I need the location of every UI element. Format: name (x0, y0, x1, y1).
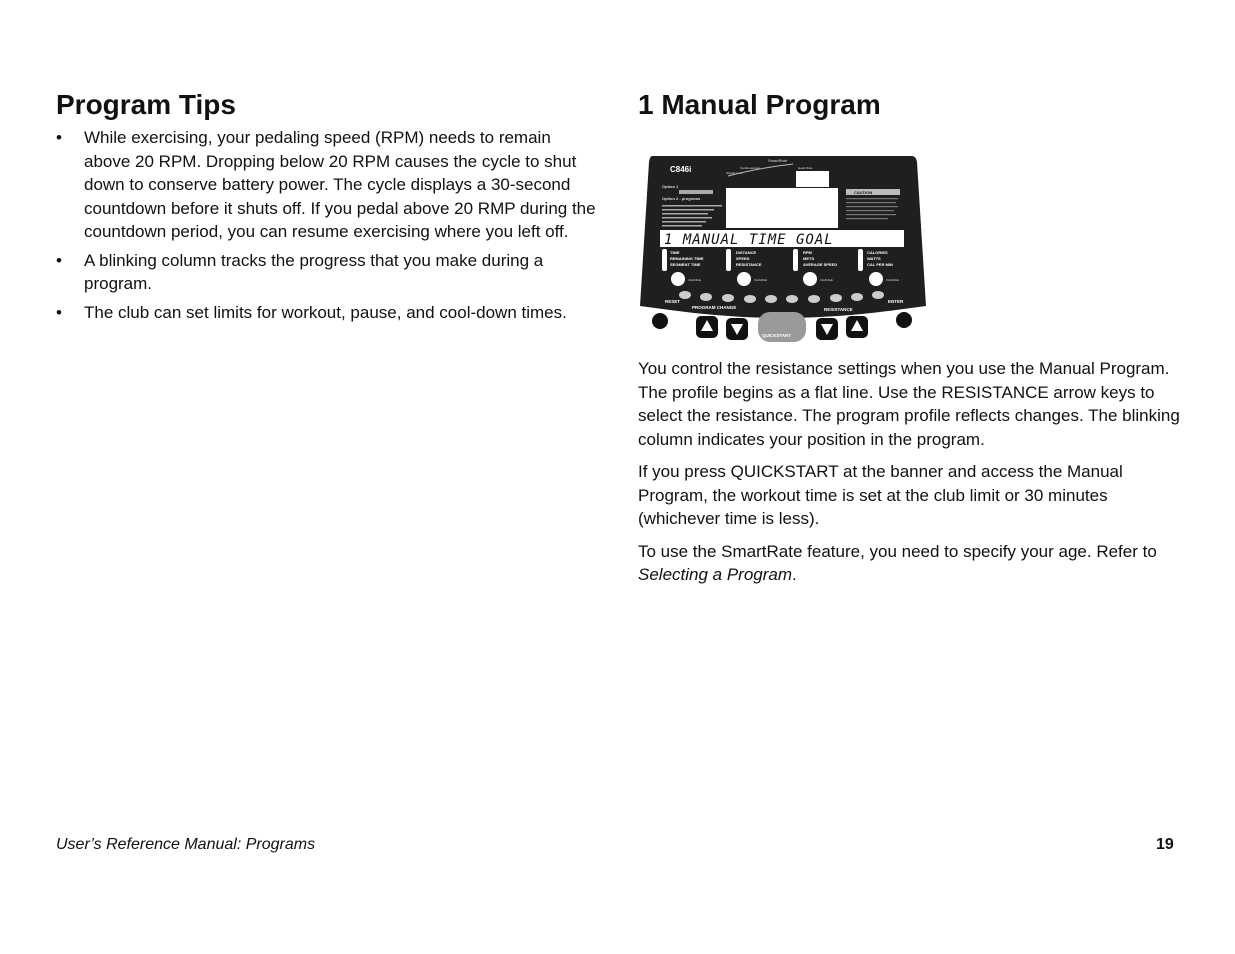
change-button-2[interactable] (737, 272, 751, 286)
paragraph-suffix: . (792, 565, 797, 584)
key-1[interactable] (679, 291, 691, 299)
page-title-program-tips: Program Tips (56, 89, 236, 120)
change-label: CHANGE (886, 278, 899, 282)
list-item (56, 126, 601, 244)
console-illustration (638, 150, 928, 344)
indicator-bar (858, 249, 863, 271)
option2-label: Option 2 - programs (662, 196, 701, 201)
key-6[interactable] (786, 295, 798, 303)
indicator-bar (662, 249, 667, 271)
metric-label: WATTS (867, 256, 881, 261)
metric-label: CAL PER MIN (867, 262, 893, 267)
key-5[interactable] (765, 295, 777, 303)
model-label: C846i (670, 165, 692, 174)
caution-label: CAUTION (854, 190, 873, 195)
resistance-label: RESISTANCE (824, 307, 853, 312)
paragraph-prefix: To use the SmartRate feature, you need to specify your age. Refer to (638, 541, 1157, 561)
smartrate-label: SmartRate (768, 158, 788, 163)
quickstart-label: QUICKSTART (762, 333, 792, 338)
paragraph: You control the resistance settings when you use the Manual Program. The profile begins as a flat line. Use the RESISTANCE arrow keys to select the resistance. The program profile reflects changes. The blinking column indicates your position in the program. (638, 359, 1180, 449)
indicator-bar (726, 249, 731, 271)
quickstart-tag (679, 190, 713, 194)
bullet: • (56, 250, 62, 270)
lcd-matrix (726, 188, 838, 228)
paragraph: If you press QUICKSTART at the banner and access the Manual Program, the workout time is set at the club limit or 30 minutes (whichever time is less). (638, 462, 1123, 528)
metric-label: CALORIES (867, 250, 888, 255)
change-button-1[interactable] (671, 272, 685, 286)
selecting-program-reference: Selecting a Program (638, 565, 793, 584)
manual-program-body (638, 357, 1183, 596)
change-label: CHANGE (688, 278, 701, 282)
paragraph (638, 540, 1183, 587)
metric-label: REMAINING TIME (670, 256, 704, 261)
key-3[interactable] (722, 294, 734, 302)
metric-label: RPM (803, 250, 812, 255)
metric-label: SEGMENT TIME (670, 262, 701, 267)
metric-label: DISTANCE (736, 250, 757, 255)
list-item (56, 301, 601, 325)
heart-rate-label: Heart Rate (798, 166, 813, 170)
list-item (56, 249, 601, 296)
change-label: CHANGE (820, 278, 833, 282)
metric-label: RESISTANCE (736, 262, 762, 267)
tip-text: While exercising, your pedaling speed (RPM) needs to remain above 20 RPM. Dropping below 20 RPM causes the cycle to shut down to conserve battery power. The cycle displays a 30-second countdown before it shuts off. If you pedal above 20 RMP during the countdown period, you can resume exercising where you left off. (84, 128, 596, 241)
metric-label: AVERAGE SPEED (803, 262, 838, 267)
reset-button[interactable] (652, 313, 668, 329)
cardio-label: Cardiovascular (740, 166, 761, 170)
change-button-4[interactable] (869, 272, 883, 286)
bullet: • (56, 128, 62, 147)
page-number: 19 (1156, 836, 1174, 853)
program-change-label: PROGRAM CHANGE (692, 305, 737, 310)
option1-label: Option 1 (662, 184, 679, 189)
metric-label: SPEED (736, 256, 750, 261)
change-button-3[interactable] (803, 272, 817, 286)
metric-label: METS (803, 256, 815, 261)
tip-text: A blinking column tracks the progress that you make during a program. (84, 250, 544, 293)
key-4[interactable] (744, 295, 756, 303)
display-message: 1 MANUAL TIME GOAL (664, 232, 834, 248)
reset-label: RESET (665, 299, 681, 304)
enter-button[interactable] (896, 312, 912, 328)
heart-rate-window (796, 171, 829, 187)
key-2[interactable] (700, 293, 712, 301)
change-label: CHANGE (754, 278, 767, 282)
key-9[interactable] (851, 293, 863, 301)
bullet: • (56, 302, 62, 322)
footer-title: User’s Reference Manual: Programs (56, 836, 316, 853)
tips-list (56, 126, 601, 329)
weight-loss-label: Weight Loss (726, 171, 743, 175)
key-7[interactable] (808, 295, 820, 303)
key-8[interactable] (830, 294, 842, 302)
enter-label: ENTER (888, 299, 904, 304)
section-title-manual-program: 1 Manual Program (638, 89, 881, 120)
key-0[interactable] (872, 291, 884, 299)
indicator-bar (793, 249, 798, 271)
metric-label: TIME (670, 250, 680, 255)
tip-text: The club can set limits for workout, pause, and cool-down times. (84, 302, 567, 322)
